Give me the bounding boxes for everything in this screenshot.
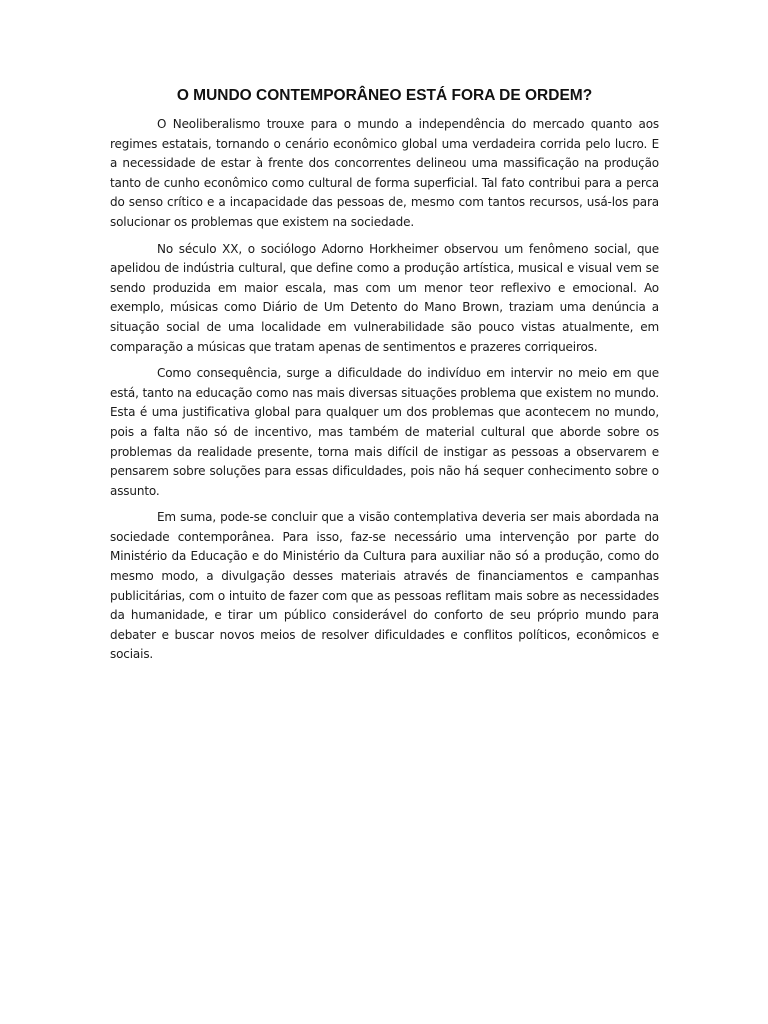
paragraph-1: O Neoliberalismo trouxe para o mundo a independência do mercado quanto aos regimes estatais, tornando o cenário econômico global uma verdadeira corrida pelo lucro. E a necessidade de estar à frente dos concorrentes delineou uma massificação na produção tanto de cunho econômico como cultural de forma superficial. Tal fato contribui para a perca do senso crítico e a incapacidade das pessoas de, mesmo com tantos recursos, usá-los para solucionar os problemas que existem na sociedade. [110,117,659,229]
document-title: O MUNDO CONTEMPORÂNEO ESTÁ FORA DE ORDEM? [176,87,593,104]
paragraph-2: No século XX, o sociólogo Adorno Horkheimer observou um fenômeno social, que apelidou de indústria cultural, que define como a produção artística, musical e visual vem se sendo produzida em maior escala, mas com um menor teor reflexivo e emocional. Ao exemplo, músicas como Diário de Um Detento do Mano Brown, traziam uma denúncia a situação social de uma localidade em vulnerabilidade são pouco vistas atualmente, em comparação a músicas que tratam apenas de sentimentos e prazeres corriqueiros. [110,241,659,354]
document-body [110,86,659,672]
paragraph-3: Como consequência, surge a dificuldade do indivíduo em intervir no meio em que está, tanto na educação como nas mais diversas situações problema que existem no mundo. Esta é uma justificativa global para qualquer um dos problemas que acontecem no mundo, pois a falta não só de incentivo, mas também de material cultural que aborde sobre os problemas da realidade presente, torna mais difícil de instigar as pessoas a observarem e pensarem sobre soluções para essas dificuldades, pois não há sequer conhecimento sobre o assunto. [110,366,659,498]
paragraph-4: Em suma, pode-se concluir que a visão contemplativa deveria ser mais abordada na sociedade contemporânea. Para isso, faz-se necessário uma intervenção por parte do Ministério da Educação e do Ministério da Cultura para auxiliar não só a produção, como do mesmo modo, a divulgação desses materiais através de financiamentos e campanhas publicitárias, com o intuito de fazer com que as pessoas reflitam mais sobre as necessidades da humanidade, e tirar um público considerável do conforto de seu próprio mundo para debater e buscar novos meios de resolver dificuldades e conflitos políticos, econômicos e sociais. [110,510,659,662]
